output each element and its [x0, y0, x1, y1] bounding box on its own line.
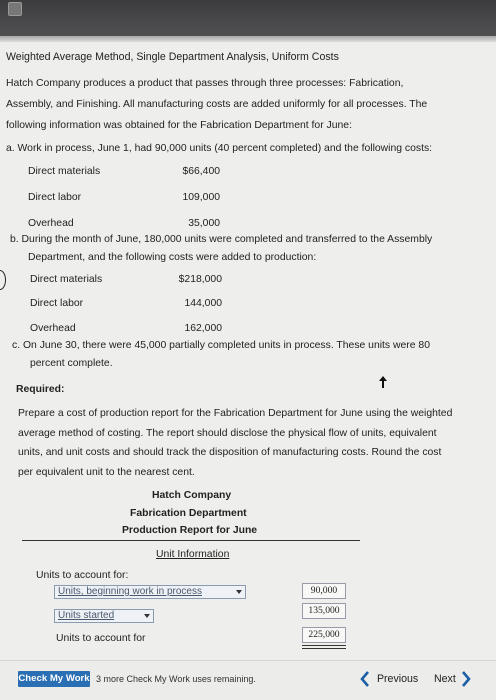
cost-a-value-labor: 109,000	[182, 192, 220, 203]
item-a: a. Work in process, June 1, had 90,000 units (40 percent completed) and the following costs:	[6, 143, 433, 154]
cost-a-label-overhead: Overhead	[28, 218, 74, 229]
cost-b-label-materials: Direct materials	[30, 274, 103, 285]
next-button[interactable]	[434, 667, 478, 691]
row-1-amount-input[interactable]: 90,000	[302, 583, 346, 599]
cost-a-label-materials: Direct materials	[28, 166, 101, 177]
chevron-right-icon	[459, 667, 473, 691]
required-heading: Required:	[16, 384, 65, 395]
total-amount-input[interactable]: 225,000	[302, 627, 346, 643]
cost-a-value-materials: $66,400	[182, 166, 220, 177]
mouse-cursor-icon	[379, 376, 387, 388]
app-icon	[8, 2, 22, 16]
check-remaining-text: 3 more Check My Work uses remaining.	[96, 674, 256, 684]
cost-b-value-labor: 144,000	[184, 298, 222, 309]
chevron-down-icon	[236, 590, 242, 594]
problem-title: Weighted Average Method, Single Department Analysis, Uniform Costs	[6, 51, 339, 63]
unit-information-heading: Unit Information	[156, 549, 230, 560]
required-line-2: average method of costing. The report should disclose the physical flow of units, equivalent	[18, 428, 437, 439]
cost-b-value-overhead: 162,000	[184, 323, 222, 334]
intro-line-2: Assembly, and Finishing. All manufacturing costs are added uniformly for all processes. The	[6, 99, 428, 110]
item-c-line-2: percent complete.	[30, 358, 113, 369]
units-to-account-for-heading: Units to account for:	[36, 570, 129, 581]
cost-b-label-labor: Direct labor	[30, 298, 84, 309]
next-label: Next	[434, 673, 456, 685]
intro-line-3: following information was obtained for the Fabrication Department for June:	[6, 120, 352, 131]
required-line-3: units, and unit costs and should track the disposition of manufacturing costs. Round the cost	[18, 447, 442, 458]
cost-b-value-materials: $218,000	[178, 274, 222, 285]
cost-a-label-labor: Direct labor	[28, 192, 82, 203]
check-my-work-button[interactable]: Check My Work	[18, 671, 90, 687]
report-title: Production Report for June	[122, 525, 258, 536]
item-b-line-2: Department, and the following costs were added to production:	[28, 252, 317, 263]
intro-line-1: Hatch Company produces a product that passes through three processes: Fabrication,	[6, 78, 404, 89]
report-company: Hatch Company	[152, 490, 232, 501]
row-2-select[interactable]	[54, 609, 154, 623]
cost-a-value-overhead: 35,000	[188, 218, 220, 229]
total-double-rule-top	[302, 645, 346, 646]
row-1-select-value: Units, beginning work in process	[58, 586, 202, 597]
chevron-left-icon	[360, 667, 374, 691]
row-2-select-value: Units started	[58, 610, 115, 621]
problem-content	[0, 42, 496, 660]
required-line-4: per equivalent unit to the nearest cent.	[18, 467, 195, 478]
cost-b-label-overhead: Overhead	[30, 323, 76, 334]
row-2-amount-input[interactable]: 135,000	[302, 603, 346, 619]
item-c-line-1: c. On June 30, there were 45,000 partially completed units in process. These units were 80	[12, 340, 430, 351]
chevron-down-icon	[144, 614, 150, 618]
bottom-bar	[0, 660, 496, 700]
previous-label: Previous	[376, 673, 419, 685]
side-bracket-decoration	[0, 270, 6, 290]
previous-button[interactable]	[360, 667, 422, 691]
units-to-account-for-total-label: Units to account for	[56, 633, 146, 644]
top-bar	[0, 0, 496, 42]
required-line-1: Prepare a cost of production report for the Fabrication Department for June using the weighted	[18, 408, 453, 419]
report-header-rule	[22, 540, 360, 541]
report-department: Fabrication Department	[130, 508, 247, 519]
row-1-select[interactable]	[54, 585, 246, 599]
total-double-rule-bottom	[302, 648, 346, 649]
item-b-line-1: b. During the month of June, 180,000 units were completed and transferred to the Assembly	[10, 234, 433, 245]
